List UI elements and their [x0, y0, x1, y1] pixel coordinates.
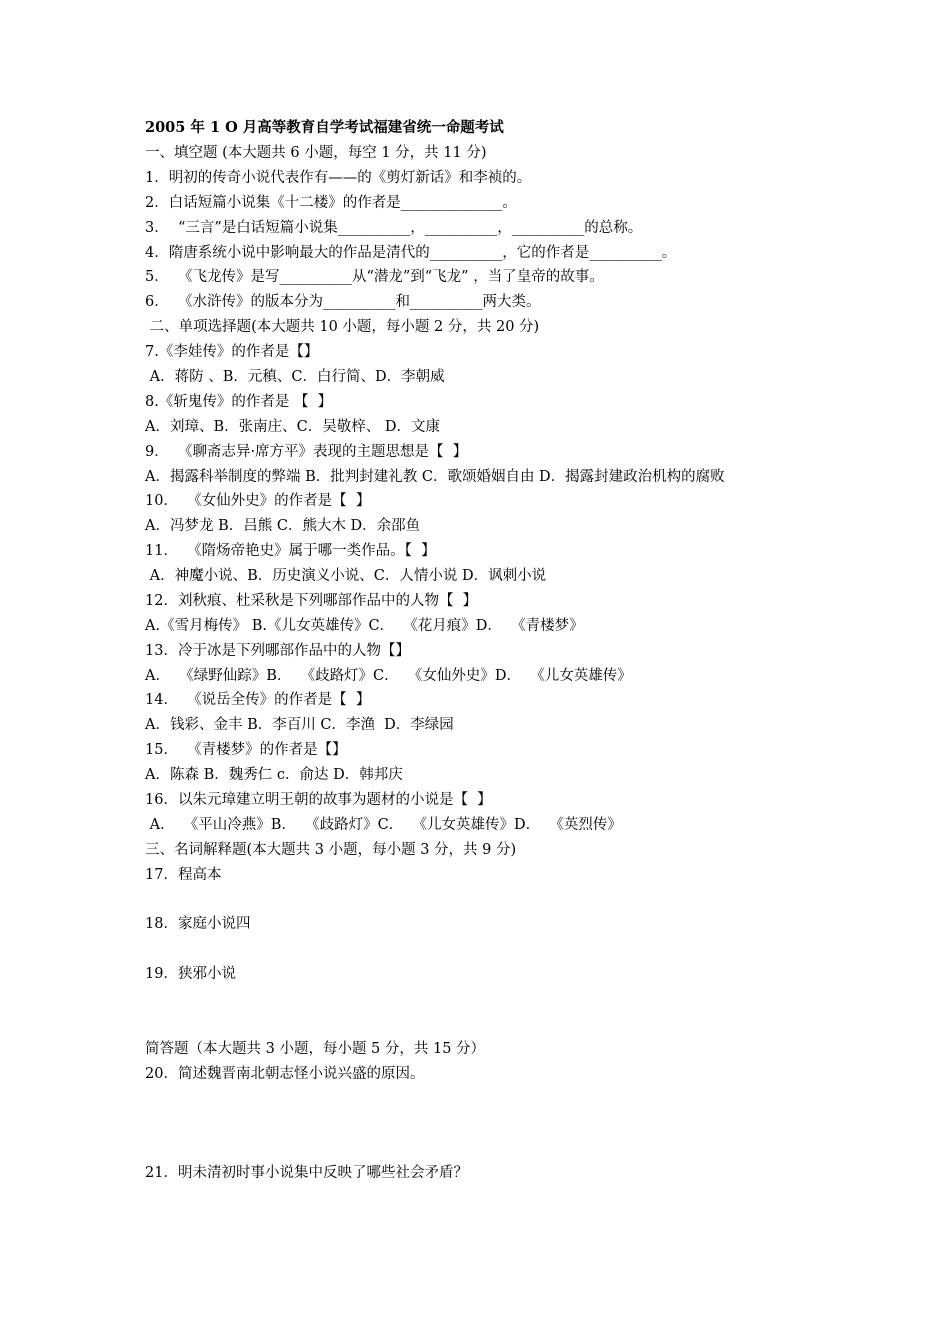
exam-title: 2005 年 1 O 月高等教育自学考试福建省统一命题考试 — [145, 119, 504, 136]
section-terms-heading: 三、名词解释题(本大题共 3 小题，每小题 3 分，共 9 分) — [145, 842, 517, 858]
question-14-options: A．钱彩、金丰 B．李百川 C．李渔 D．李绿园 — [145, 717, 454, 733]
question-15: 15． 《青楼梦》的作者是【】 — [145, 742, 347, 758]
question-10-options: A．冯梦龙 B．吕熊 C．熊大木 D．余邵鱼 — [145, 518, 421, 534]
section-fill-blank-heading: 一、填空题 (本大题共 6 小题，每空 1 分，共 11 分) — [145, 145, 487, 161]
question-6: 6． 《水浒传》的版本分为__________和__________两大类。 — [145, 294, 541, 310]
question-10: 10． 《女仙外史》的作者是【 】 — [145, 493, 371, 509]
question-14: 14． 《说岳全传》的作者是【 】 — [145, 692, 371, 708]
question-21: 21．明未清初时事小说集中反映了哪些社会矛盾？ — [145, 1165, 468, 1181]
question-7: 7.《李娃传》的作者是【】 — [145, 344, 319, 360]
question-11-options: A．神魔小说、B．历史演义小说、C．人情小说 D．讽刺小说 — [145, 568, 547, 584]
question-18: 18．家庭小说四 — [145, 916, 251, 932]
question-3: 3． “三言”是白话短篇小说集__________，__________，__________的总称。 — [145, 220, 643, 236]
question-1: 1．明初的传奇小说代表作有——的《剪灯新话》和李祯的。 — [145, 170, 532, 186]
question-8: 8.《斩鬼传》的作者是 【 】 — [145, 394, 333, 410]
question-12: 12．刘秋痕、杜采秋是下列哪部作品中的人物【 】 — [145, 593, 478, 609]
question-13-options: A． 《绿野仙踪》B． 《歧路灯》C． 《女仙外史》D． 《儿女英雄传》 — [145, 668, 632, 684]
section-choice-heading: 二、单项选择题(本大题共 10 小题，每小题 2 分，共 20 分) — [145, 319, 540, 335]
question-5: 5． 《飞龙传》是写__________从“潜龙”到“飞龙” ，当了皇帝的故事。 — [145, 269, 604, 285]
question-17: 17．程高本 — [145, 867, 222, 883]
question-4: 4．隋唐系统小说中影响最大的作品是清代的__________，它的作者是__________。 — [145, 245, 677, 261]
question-9: 9． 《聊斋志异·席方平》表现的主题思想是【 】 — [145, 444, 468, 460]
question-20: 20．简述魏晋南北朝志怪小说兴盛的原因。 — [145, 1066, 425, 1082]
question-9-options: A．揭露科举制度的弊端 B．批判封建礼教 C．歌颂婚姻自由 D．揭露封建政治机构的腐败 — [145, 469, 725, 485]
question-19: 19．狭邪小说 — [145, 966, 236, 982]
question-11: 11． 《隋炀帝艳史》属于哪一类作品。【 】 — [145, 543, 436, 559]
question-8-options: A．刘璋、B．张南庄、C．吴敬梓、 D．文康 — [145, 419, 440, 435]
section-short-answer-heading: 简答题（本大题共 3 小题，每小题 5 分，共 15 分） — [145, 1041, 486, 1057]
question-16-options: A． 《平山冷燕》B． 《歧路灯》C． 《儿女英雄传》D． 《英烈传》 — [145, 817, 622, 833]
question-15-options: A．陈森 B．魏秀仁 c．俞达 D．韩邦庆 — [145, 767, 403, 783]
question-2: 2．白话短篇小说集《十二楼》的作者是______________。 — [145, 195, 517, 211]
question-13: 13．冷于冰是下列哪部作品中的人物【】 — [145, 643, 410, 659]
question-16: 16．以朱元璋建立明王朝的故事为题材的小说是【 】 — [145, 792, 492, 808]
question-7-options: A．蒋防 、B．元稹、C．白行简、D．李朝威 — [145, 369, 445, 385]
question-12-options: A.《雪月梅传》 B.《儿女英雄传》C． 《花月痕》D． 《青楼梦》 — [145, 618, 584, 634]
